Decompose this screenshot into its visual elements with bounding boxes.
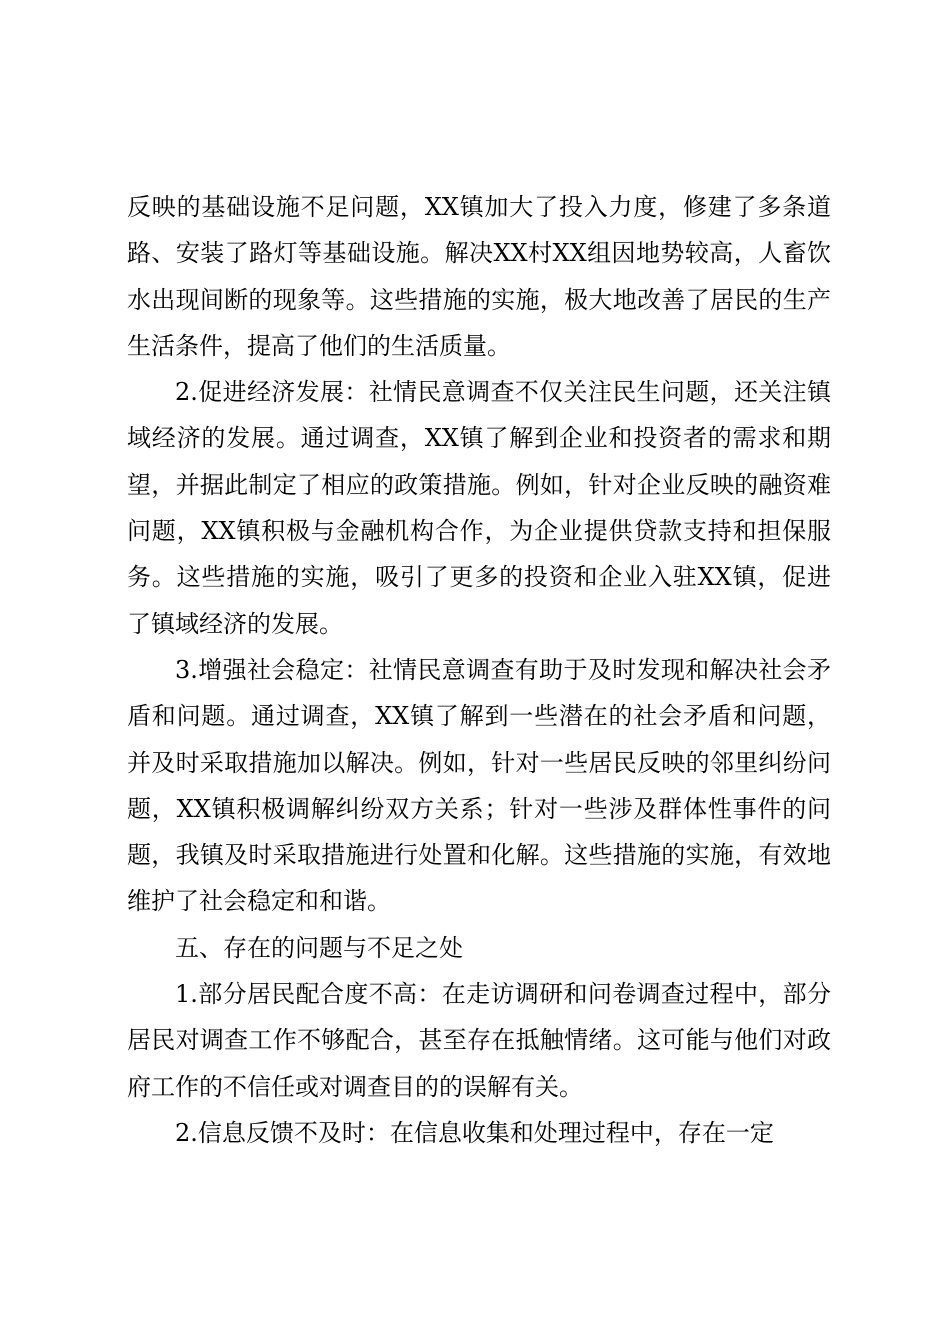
- paragraph-item-2-economic-development: 2.促进经济发展：社情民意调查不仅关注民生问题，还关注镇域经济的发展。通过调查，XX镇了解到企业和投资者的需求和期望，并据此制定了相应的政策措施。例如，针对企业反映的融资难问题，XX镇积极与金融机构合作，为企业提供贷款支持和担保服务。这些措施的实施，吸引了更多的投资和企业入驻XX镇，促进了镇域经济的发展。: [127, 378, 831, 638]
- document-body: [127, 184, 831, 1156]
- paragraph-item-3-social-stability: 3.增强社会稳定：社情民意调查有助于及时发现和解决社会矛盾和问题。通过调查，XX镇了解到一些潜在的社会矛盾和问题，并及时采取措施加以解决。例如，针对一些居民反映的邻里纠纷问题，XX镇积极调解纠纷双方关系；针对一些涉及群体性事件的问题，我镇及时采取措施进行处置和化解。这些措施的实施，有效地维护了社会稳定和和谐。: [127, 655, 831, 916]
- section-heading: 五、存在的问题与不足之处: [175, 933, 463, 962]
- paragraph-item-2-feedback-delay: 2.信息反馈不及时：在信息收集和处理过程中，存在一定: [175, 1118, 774, 1147]
- paragraph-item-1-low-cooperation: 1.部分居民配合度不高：在走访调研和问卷调查过程中，部分居民对调查工作不够配合，甚至存在抵触情绪。这可能与他们对政府工作的不信任或对调查目的的误解有关。: [127, 980, 831, 1101]
- paragraph-continuation: 反映的基础设施不足问题，XX镇加大了投入力度，修建了多条道路、安装了路灯等基础设施。解决XX村XX组因地势较高，人畜饮水出现间断的现象等。这些措施的实施，极大地改善了居民的生产生活条件，提高了他们的生活质量。: [127, 193, 831, 360]
